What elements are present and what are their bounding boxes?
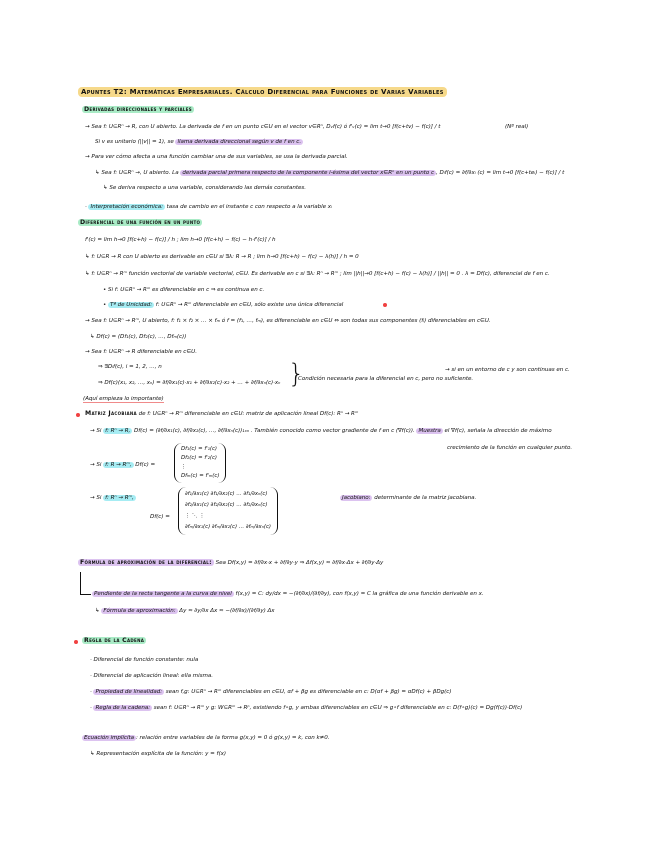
text: sean f,g: U⊆Rⁿ → Rᵐ diferenciables en c∈U, αf + βg es diferenciable en c: D(αf + βg) = αDf(c) + βDg(c)	[164, 689, 452, 695]
highlight: Fórmula de aproximación:	[103, 608, 176, 614]
highlight: f: R → Rᵐ,	[105, 462, 132, 468]
right-brace: }	[288, 359, 305, 389]
section-heading-regla-cadena	[82, 637, 146, 645]
line	[95, 138, 303, 146]
matrix-row: ∂f₁/∂x₁(c) ∂f₁/∂x₂(c) … ∂f₁/∂xₙ(c)	[185, 491, 268, 497]
matrix-row: ∂fₘ/∂x₁(c) ∂fₘ/∂x₂(c) … ∂fₘ/∂xₙ(c)	[185, 524, 272, 530]
matrix-row: Df₂(c) = f'₂(c)	[181, 455, 218, 461]
highlight: Regla de la cadena:	[95, 705, 151, 711]
line: → si en un entorno de c y son continuas en c.	[445, 367, 570, 373]
column-matrix	[174, 443, 226, 483]
text: Sea Df(x,y) = ∂f/∂x·x + ∂f/∂y·y ⇒ Δf(x,y) ≈ ∂f/∂x·Δx + ∂f/∂y·Δy	[213, 560, 384, 566]
text: el ∇f(c), señala la dirección de máximo	[442, 428, 552, 434]
section-heading-derivadas	[82, 106, 194, 114]
text: tasa de cambio en el instante c con respecto a la variable xᵢ	[164, 204, 332, 210]
line: ↳ f: U⊆Rⁿ → Rᵐ función vectorial de variable vectorial, c∈U. Es derivable en c si ∃λ: Rⁿ → Rᵐ ; lim ||h||→0 [f(c+h) − f(c) − λ(h)] / ||h|| = 0 . λ = Df(c), diferencial de f en c.	[85, 271, 550, 277]
line: → Sea f: U⊆Rⁿ → Rᵐ, U abierto, f: f₁ × f₂ × … × fₘ ó f = (f₁, …, fₘ), es diferenciable en c∈U ⇔ son todas sus componentes (fᵢ) diferenciables en c∈U.	[85, 318, 491, 324]
line	[85, 410, 358, 418]
line	[95, 169, 564, 177]
text: : relación entre variables de la forma g(x,y) = 0 ó g(x,y) = k, con k≠0.	[135, 735, 330, 741]
line: • Si f: U⊆Rⁿ → Rᵐ es diferenciable en c ⇒ es continua en c.	[103, 287, 265, 293]
text: de f: U⊆Rⁿ → Rᵐ diferenciable en c∈U: matriz de aplicación lineal Df(c): Rⁿ → Rᵐ	[136, 411, 359, 417]
line: → Sea f: U⊆Rⁿ → R diferenciable en c∈U.	[85, 349, 197, 355]
line: ⇒ ∃Dᵢf(c), i = 1, 2, …, n	[98, 364, 162, 370]
heading-text: Diferencial de una función en un punto	[80, 219, 201, 226]
text: , Dᵢf(c) = ∂f/∂xᵢ (c) = lim t→0 [f(c+teᵢ) − f(c)] / t	[436, 170, 565, 176]
heading-text: Matriz Jacobiana	[85, 410, 137, 417]
line	[92, 590, 484, 598]
matrix-row: ⋮ ⋱ ⋮	[185, 513, 205, 519]
line	[90, 461, 155, 469]
line: · Regla de la cadena: sean f: U⊆Rⁿ → Rᵐ y g: W⊆Rᵐ → Rᵖ, existiendo f∘g, y ambas diferenciables en c∈U ⇒ g∘f diferenciable en c: D(f∘g)(c) = Dg(f(c))·Df(c)	[90, 705, 523, 711]
text: Df(c) =	[133, 462, 156, 468]
line: → Para ver cómo afecta a una función cambiar una de sus variables, se usa la derivada parcial.	[85, 154, 348, 160]
line: · Diferencial de aplicación lineal: ella misma.	[90, 673, 213, 679]
line: · Diferencial de función constante: nula	[90, 657, 199, 663]
line	[90, 427, 552, 435]
line: ↳ Se deriva respecto a una variable, considerando las demás constantes.	[103, 185, 307, 191]
line: Df(c) =	[150, 514, 170, 520]
highlight: Pendiente de la recta tangente a la curva de nivel	[94, 591, 232, 597]
highlight: derivada parcial primera respecto de la componente i-ésima del vector x∈Rⁿ en un punto c	[182, 170, 435, 176]
matrix-row: Df₁(c) = f'₁(c)	[181, 446, 218, 452]
text: Δy ≈ ∂y/∂x Δx ≈ −(∂f/∂x)/(∂f/∂y) Δx	[177, 608, 275, 614]
line: ↳ Fórmula de aproximación: Δy ≈ ∂y/∂x Δx ≈ −(∂f/∂x)/(∂f/∂y) Δx	[95, 608, 275, 614]
line: · Interpretación económica: tasa de cambio en el instante c con respecto a la variable xᵢ	[85, 204, 332, 210]
jacobian-matrix	[178, 487, 278, 535]
note: (Nº real)	[505, 124, 529, 130]
highlight: llama derivada direccional según v de f en c.	[177, 139, 302, 145]
line: f'(c) = lim h→0 [f(c+h) − f(c)] / h ; lim h→0 [f(c+h) − f(c) − h·f'(c)] / h	[85, 237, 276, 243]
line: • Tª de Unicidad: f: U⊆Rⁿ → Rᵐ diferenciable en c∈U, sólo existe una única diferencial	[103, 302, 344, 308]
text: sean f: U⊆Rⁿ → Rᵐ y g: W⊆Rᵐ → Rᵖ, existiendo f∘g, y ambas diferenciables en c∈U ⇒ g∘f diferenciable en c: D(f∘g)(c) = Dg(f(c))·Df(c)	[152, 705, 523, 711]
line	[82, 734, 330, 742]
line	[78, 559, 383, 567]
line: → Sea f: U⊆Rⁿ → R, con U abierto. La derivada de f en un punto c∈U en el vector v∈Rⁿ, Dᵥf(c) ó f'ᵥ(c) = lim t→0 [f(c+tv) − f(c)] / t	[85, 124, 441, 130]
heading-text: Fórmula de aproximación de la diferencial:	[80, 559, 212, 566]
line: ⇒ Df(c)(x₁, x₂, …, xₙ) = ∂f/∂x₁(c)·x₁ + ∂f/∂x₂(c)·x₂ + … + ∂f/∂xₙ(c)·xₙ	[98, 380, 281, 386]
text: (Aquí empieza lo importante)	[83, 396, 164, 402]
highlight: Tª de Unicidad:	[109, 302, 153, 308]
page-title	[78, 88, 447, 96]
line: ↳ Representación explícita de la función: y = f(x)	[90, 751, 226, 757]
highlight: Interpretación económica:	[90, 204, 163, 210]
hook-arrow	[80, 572, 91, 595]
important-note	[83, 395, 164, 403]
matrix-row: Dfₘ(c) = f'ₘ(c)	[181, 473, 220, 479]
line	[340, 494, 476, 502]
section-heading-diferencial	[78, 219, 202, 227]
line	[90, 494, 136, 502]
highlight: Ecuación implícita	[84, 735, 134, 741]
title-text: Apuntes T2: Matemáticas Empresariales. Cálculo Diferencial para Funciones de Varias Variables	[78, 87, 447, 97]
matrix-row: ∂f₂/∂x₁(c) ∂f₂/∂x₂(c) … ∂f₂/∂xₙ(c)	[185, 502, 268, 508]
text: → Si	[90, 462, 104, 468]
text: Df(c) = (∂f/∂x₁(c), ∂f/∂x₂(c), …, ∂f/∂xₙ(c))₁ₓₙ . También conocido como vector gradiente de f en c (∇f(c)).	[132, 428, 417, 434]
red-dot-marker	[74, 640, 78, 644]
highlight: Jacobiano:	[342, 495, 371, 501]
line: ↳ Df(c) = (Df₁(c), Df₂(c), …, Dfₘ(c))	[90, 334, 187, 340]
highlight: Muestra	[418, 428, 441, 434]
highlight: f: Rⁿ → Rᵐ,	[105, 495, 134, 501]
text: f: U⊆Rⁿ → Rᵐ diferenciable en c∈U, sólo existe una única diferencial	[154, 302, 344, 308]
line: ↳ f: U⊆R → R con U abierto es derivable en c∈U si ∃λ: R → R ; lim h→0 [f(c+h) − f(c) − λ(h)] / h = 0	[85, 254, 359, 260]
red-dot-marker	[383, 303, 387, 307]
text: → Si	[90, 428, 104, 434]
heading-text: Derivadas direccionales y parciales	[84, 106, 192, 113]
heading-text: Regla de la Cadena	[84, 637, 145, 644]
red-dot-marker	[76, 413, 80, 417]
text: → Si	[90, 495, 104, 501]
text: determinante de la matriz jacobiana.	[372, 495, 477, 501]
line: crecimiento de la función en cualquier punto.	[447, 445, 573, 451]
line: Condición necesaria para la diferencial en c, pero no suficiente.	[298, 376, 474, 382]
line: · Propiedad de linealidad: sean f,g: U⊆Rⁿ → Rᵐ diferenciables en c∈U, αf + βg es diferenciable en c: D(αf + βg) = αDf(c) + βDg(c)	[90, 689, 452, 695]
matrix-row: ⋮	[181, 464, 187, 470]
text: f(x,y) = C: dy/dx = −(∂f/∂x)/(∂f/∂y), con f(x,y) = C la gráfica de una función derivable en x.	[233, 591, 484, 597]
text: Si v es unitario (||v|| = 1), se	[95, 139, 176, 145]
highlight: f: Rⁿ → R,	[105, 428, 131, 434]
highlight: Propiedad de linealidad:	[95, 689, 163, 695]
text: ↳ Sea f: U⊆Rⁿ →, U abierto. La	[95, 170, 181, 176]
